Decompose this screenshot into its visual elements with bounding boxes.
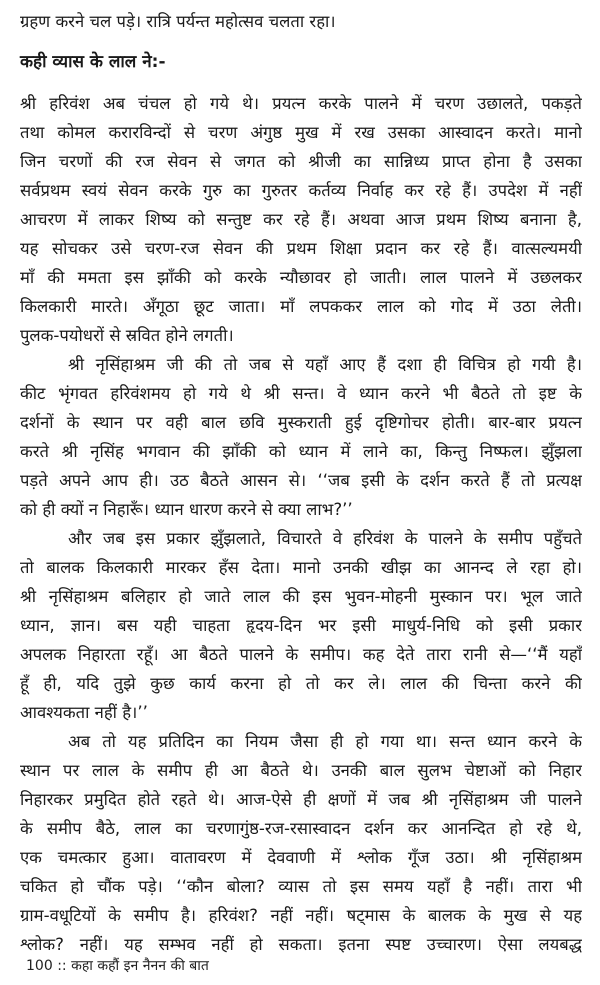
paragraph-4-line-1: अब तो यह प्रतिदिन का नियम जैसा ही हो गया था। सन्त ध्यान करने के (68, 732, 582, 751)
paragraph-4-line-2: स्थान पर लाल के समीप ही आ बैठते थे। उनकी बाल सुलभ चेष्टाओं को निहार (20, 761, 582, 780)
book-title: कहा कहौं इन नैनन की बात (71, 958, 209, 974)
paragraph-2-line-4: करते श्री नृसिंह भगवान की झाँकी को ध्यान में लाने का, किन्तु निष्फल। झुँझला (20, 442, 582, 461)
paragraph-2-line-2: कीट भृंगवत हरिवंशमय हो गये थे श्री सन्त। वे ध्यान करने भी बैठते तो इष्ट के (20, 384, 582, 403)
section-heading: कही व्यास के लाल ने:- (20, 52, 166, 72)
paragraph-1-line-5: आचरण में लाकर शिष्य को सन्तुष्ट कर रहे हैं। अथवा आज प्रथम शिष्य बनाना है, (20, 210, 582, 229)
paragraph-4-line-4: के समीप बैठे, लाल का चरणागुंष्ठ-रज-रसास्वादन दर्शन कर आनन्दित हो रहे थे, (20, 819, 582, 838)
paragraph-4-line-8: श्लोक? नहीं। यह सम्भव नहीं हो सकता। इतना स्पष्ट उच्चारण। ऐसा लयबद्ध (20, 935, 582, 954)
paragraph-2-line-1: श्री नृसिंहाश्रम जी की तो जब से यहाँ आए हैं दशा ही विचित्र हो गयी है। (68, 355, 582, 374)
paragraph-1-line-6: यह सोचकर उसे चरण-रज सेवन की प्रथम शिक्षा प्रदान कर रहे हैं। वात्सल्यमयी (20, 239, 582, 258)
paragraph-1-line-4: सर्वप्रथम स्वयं सेवन करके गुरु का गुरुतर कर्तव्य निर्वाह कर रहे हैं। उपदेश में नहीं (20, 181, 582, 200)
paragraph-3-line-2: तो बालक किलकारी मारकर हँस देता। मानो उनकी खीझ का आनन्द ले रहा हो। (20, 558, 582, 577)
paragraph-1-line-3: जिन चरणों की रज सेवन से जगत को श्रीजी का सान्निध्य प्राप्त होना है उसका (20, 152, 582, 171)
paragraph-3-line-6: हूँ ही, यदि तुझे कुछ कार्य करना हो तो कर ले। लाल की चिन्ता करने की (20, 674, 582, 693)
continuation-line: ग्रहण करने चल पड़े। रात्रि पर्यन्त महोत्सव चलता रहा। (20, 12, 336, 31)
footer-separator: :: (57, 958, 67, 974)
paragraph-4-line-3: निहारकर प्रमुदित होते रहते थे। आज-ऐसे ही क्षणों में जब श्री नृसिंहाश्रम जी पालने (20, 790, 582, 809)
page-footer (26, 955, 209, 977)
paragraph-4-line-6: चकित हो चौंक पड़े। ‘‘कौन बोला? व्यास तो इस समय यहाँ है नहीं। तारा भी (20, 877, 582, 896)
paragraph-1-line-8: किलकारी मारते। अँगूठा छूट जाता। माँ लपककर लाल को गोद में उठा लेती। (20, 297, 582, 316)
paragraph-2-line-3: दर्शनों के स्थान पर वही बाल छवि मुस्कराती हुई दृष्टिगोचर होती। बार-बार प्रयत्न (20, 413, 582, 432)
paragraph-2-line-6: को ही क्यों न निहारूँ। ध्यान धारण करने से क्या लाभ?’’ (20, 500, 353, 519)
paragraph-3-line-1: और जब इस प्रकार झुँझलाते, विचारते वे हरिवंश के पालने के समीप पहुँचते (68, 529, 582, 548)
paragraph-1-line-1: श्री हरिवंश अब चंचल हो गये थे। प्रयत्न करके पालने में चरण उछालते, पकड़ते (20, 94, 582, 113)
paragraph-3-line-3: श्री नृसिंहाश्रम बलिहार हो जाते लाल की इस भुवन-मोहनी मुस्कान पर। भूल जाते (20, 587, 582, 606)
page-number: 100 (26, 958, 53, 974)
paragraph-1-line-9: पुलक-पयोधरों से स्रवित होने लगती। (20, 326, 234, 345)
paragraph-3-line-5: अपलक निहारता रहूँ। आ बैठते पालने के समीप। कह देते तारा रानी से—‘‘मैं यहाँ (20, 645, 582, 664)
paragraph-4-line-7: ग्राम-वधूटियों के समीप है। हरिवंश? नहीं नहीं। षट्मास के बालक के मुख से यह (20, 906, 582, 925)
paragraph-4-line-5: एक चमत्कार हुआ। वातावरण में देववाणी में श्लोक गूँज उठा। श्री नृसिंहाश्रम (20, 848, 582, 867)
paragraph-1-line-7: माँ की ममता इस झाँकी को करके न्यौछावर हो जाती। लाल पालने में उछलकर (20, 268, 582, 287)
paragraph-3-line-4: ध्यान, ज्ञान। बस यही चाहता हृदय-दिन भर इसी माधुर्य-निधि को इसी प्रकार (20, 616, 582, 635)
paragraph-3-line-7: आवश्यकता नहीं है।’’ (20, 703, 148, 722)
paragraph-1-line-2: तथा कोमल करारविन्दों से चरण अंगुष्ठ मुख में रख उसका आस्वादन करते। मानो (20, 123, 582, 142)
paragraph-2-line-5: पड़ते अपने आप ही। उठ बैठते आसन से। ‘‘जब इसी के दर्शन करते हैं तो प्रत्यक्ष (20, 471, 582, 490)
